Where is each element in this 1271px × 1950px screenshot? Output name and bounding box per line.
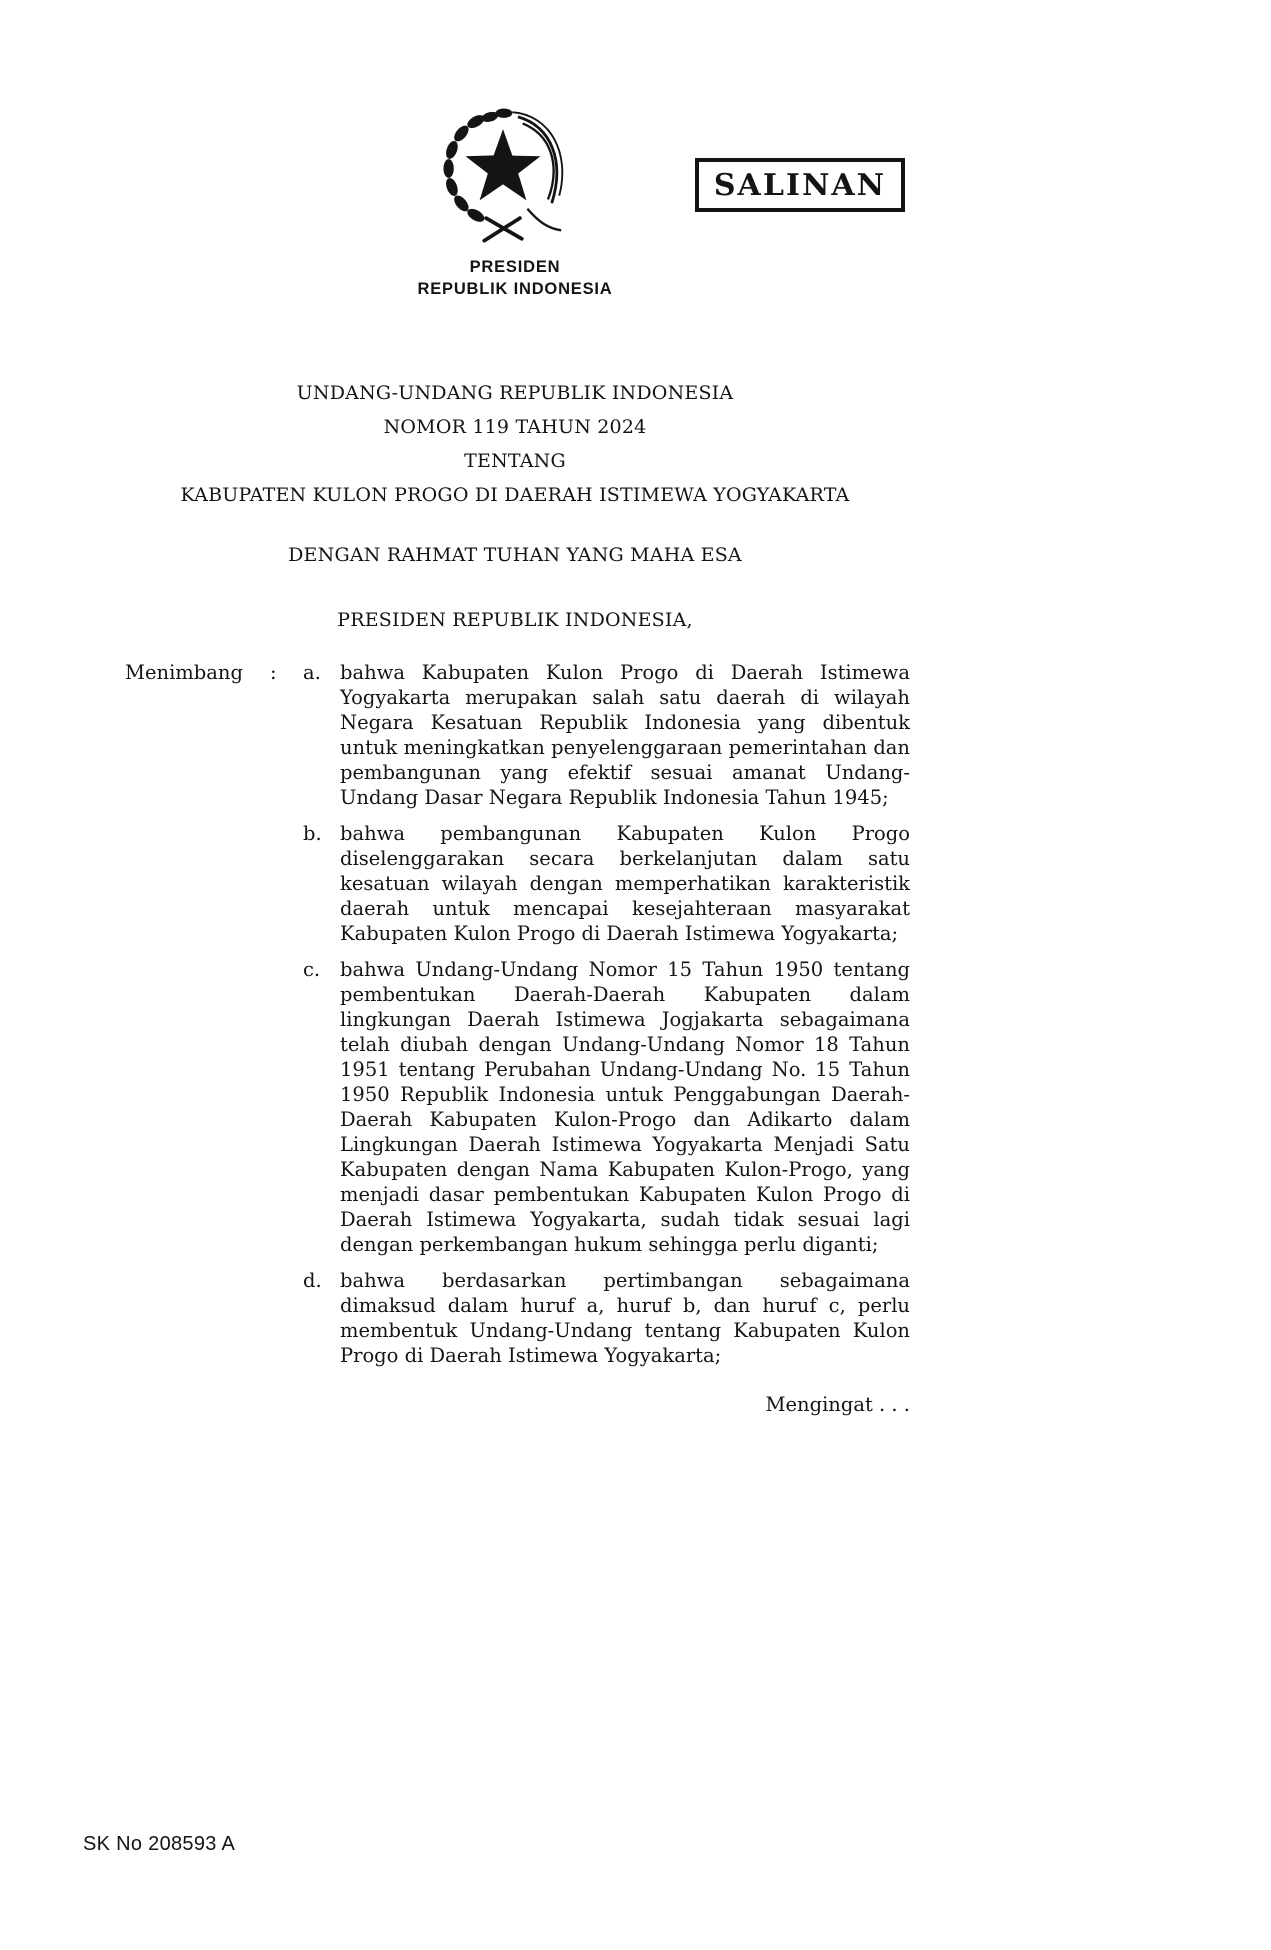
law-title-block bbox=[100, 376, 930, 637]
considering-item-a bbox=[303, 660, 910, 810]
letterhead-presiden: PRESIDEN bbox=[469, 258, 561, 276]
law-title-line-4: KABUPATEN KULON PROGO DI DAERAH ISTIMEWA YOGYAKARTA bbox=[180, 484, 850, 506]
salinan-stamp bbox=[695, 158, 905, 212]
considering-item-b bbox=[303, 821, 910, 946]
law-title-line-1: UNDANG-UNDANG REPUBLIK INDONESIA bbox=[296, 382, 734, 404]
considering-item-a-text: bahwa Kabupaten Kulon Progo di Daerah Istimewa Yogyakarta merupakan salah satu daerah di wilayah Negara Kesatuan Republik Indonesia yang dibentuk untuk meningkatkan penyelenggaraan pemerintahan dan pembangunan yang efektif sesuai amanat Undang-Undang Dasar Negara Republik Indonesia Tahun 1945; bbox=[340, 661, 910, 809]
considering-item-c bbox=[303, 957, 910, 1257]
footer-code: SK No 208593 A bbox=[83, 1833, 236, 1855]
considering-label: Menimbang bbox=[125, 661, 243, 684]
continuation-marker: Mengingat . . . bbox=[765, 1393, 910, 1416]
salinan-stamp-label: SALINAN bbox=[713, 167, 887, 203]
considering-item-d-text: bahwa berdasarkan pertimbangan sebagaimana dimaksud dalam huruf a, huruf b, dan huruf c, perlu membentuk Undang-Undang tentang Kabupaten Kulon Progo di Daerah Istimewa Yogyakarta; bbox=[340, 1269, 910, 1367]
considering-item-a-letter: a. bbox=[303, 661, 321, 684]
presidential-seal-icon bbox=[428, 98, 578, 253]
authority-line: PRESIDEN REPUBLIK INDONESIA, bbox=[337, 609, 693, 631]
considering-item-d-letter: d. bbox=[303, 1269, 322, 1292]
considering-item-d bbox=[303, 1268, 910, 1368]
letterhead bbox=[0, 256, 1030, 300]
law-title-line-3: TENTANG bbox=[464, 450, 566, 472]
considering-item-c-letter: c. bbox=[303, 958, 321, 981]
law-title-line-2: NOMOR 119 TAHUN 2024 bbox=[383, 416, 647, 438]
considering-item-b-text: bahwa pembangunan Kabupaten Kulon Progo diselenggarakan secara berkelanjutan dalam satu kesatuan wilayah dengan memperhatikan karakteristik daerah untuk mencapai kesejahteraan masyarakat Kabupaten Kulon Progo di Daerah Istimewa Yogyakarta; bbox=[340, 822, 910, 945]
considering-item-c-text: bahwa Undang-Undang Nomor 15 Tahun 1950 tentang pembentukan Daerah-Daerah Kabupaten dalam lingkungan Daerah Istimewa Jogjakarta sebagaimana telah diubah dengan Undang-Undang Nomor 18 Tahun 1951 tentang Perubahan Undang-Undang No. 15 Tahun 1950 Republik Indonesia untuk Penggabungan Daerah-Daerah Kabupaten Kulon-Progo dan Adikarto dalam Lingkungan Daerah Istimewa Yogyakarta Menjadi Satu Kabupaten dengan Nama Kabupaten Kulon-Progo, yang menjadi dasar pembentukan Kabupaten Kulon Progo di Daerah Istimewa Yogyakarta, sudah tidak sesuai lagi dengan perkembangan hukum sehingga perlu diganti; bbox=[340, 958, 910, 1256]
invocation-line: DENGAN RAHMAT TUHAN YANG MAHA ESA bbox=[288, 544, 742, 566]
considering-section bbox=[125, 660, 910, 1368]
letterhead-republik-indonesia: REPUBLIK INDONESIA bbox=[417, 280, 613, 298]
considering-item-b-letter: b. bbox=[303, 822, 322, 845]
considering-colon: : bbox=[270, 661, 277, 684]
considering-items bbox=[303, 660, 910, 1368]
